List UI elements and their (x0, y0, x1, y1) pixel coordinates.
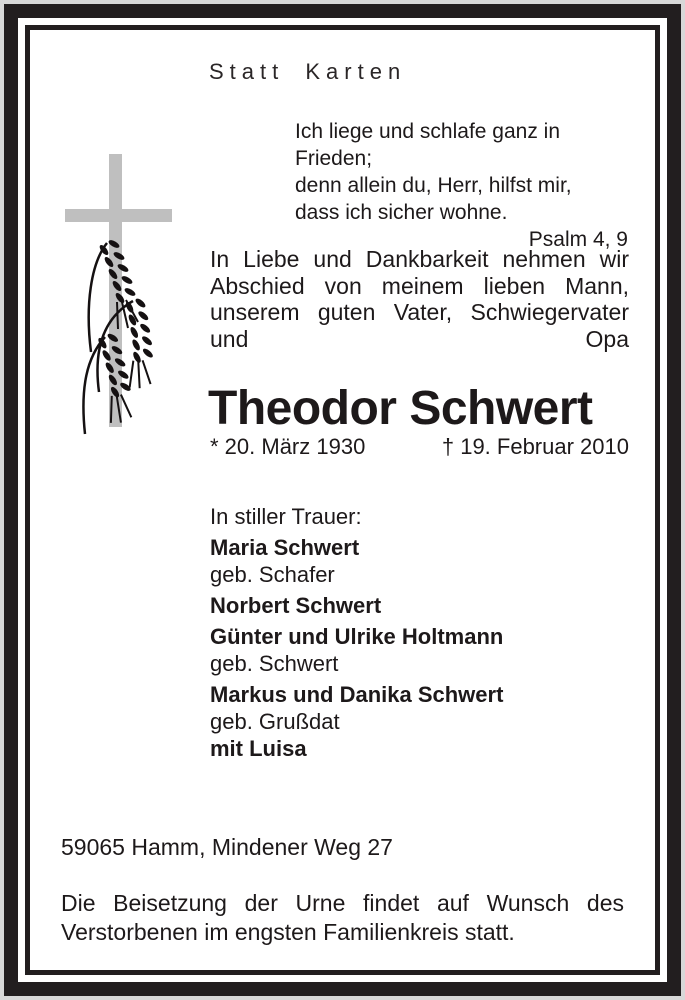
mourner-name: Günter und Ulrike Holtmann (210, 624, 504, 649)
mourner-name: Norbert Schwert (210, 593, 382, 618)
address-line: 59065 Hamm, Mindener Weg 27 (61, 834, 393, 860)
psalm-line: Ich liege und schlafe ganz in Frieden; (295, 120, 561, 170)
mourning-list (210, 503, 503, 762)
deceased-name: Theodor Schwert (208, 382, 593, 435)
death-date: † 19. Februar 2010 (441, 434, 629, 459)
funeral-notice-paragraph: Die Beisetzung der Urne findet auf Wunsch des Verstorbenen im engsten Familienkreis statt. (61, 890, 624, 945)
life-dates (210, 434, 629, 460)
mourner-name: Markus und Danika Schwert (210, 682, 504, 707)
psalm-quote (295, 118, 628, 253)
psalm-line: denn allein du, Herr, hilfst mir, (295, 174, 572, 197)
intro-paragraph: In Liebe und Dankbarkeit nehmen wir Abschied von meinem lieben Mann, unserem guten Vater, Schwiegervater und Opa (210, 246, 629, 352)
mourner-name: Maria Schwert (210, 535, 360, 560)
statt-karten-label: Statt Karten (209, 59, 407, 84)
mourning-heading: In stiller Trauer: (210, 504, 362, 529)
mourner-detail: geb. Schwert (210, 651, 339, 676)
mourner-detail: geb. Schafer (210, 562, 335, 587)
birth-date: * 20. März 1930 (210, 434, 366, 459)
psalm-line: dass ich sicher wohne. (295, 201, 508, 224)
psalm-source: Psalm 4, 9 (528, 228, 628, 251)
cross-with-wheat-icon (55, 147, 195, 442)
mourner-name: mit Luisa (210, 736, 307, 761)
mourner-detail: geb. Grußdat (210, 709, 340, 734)
